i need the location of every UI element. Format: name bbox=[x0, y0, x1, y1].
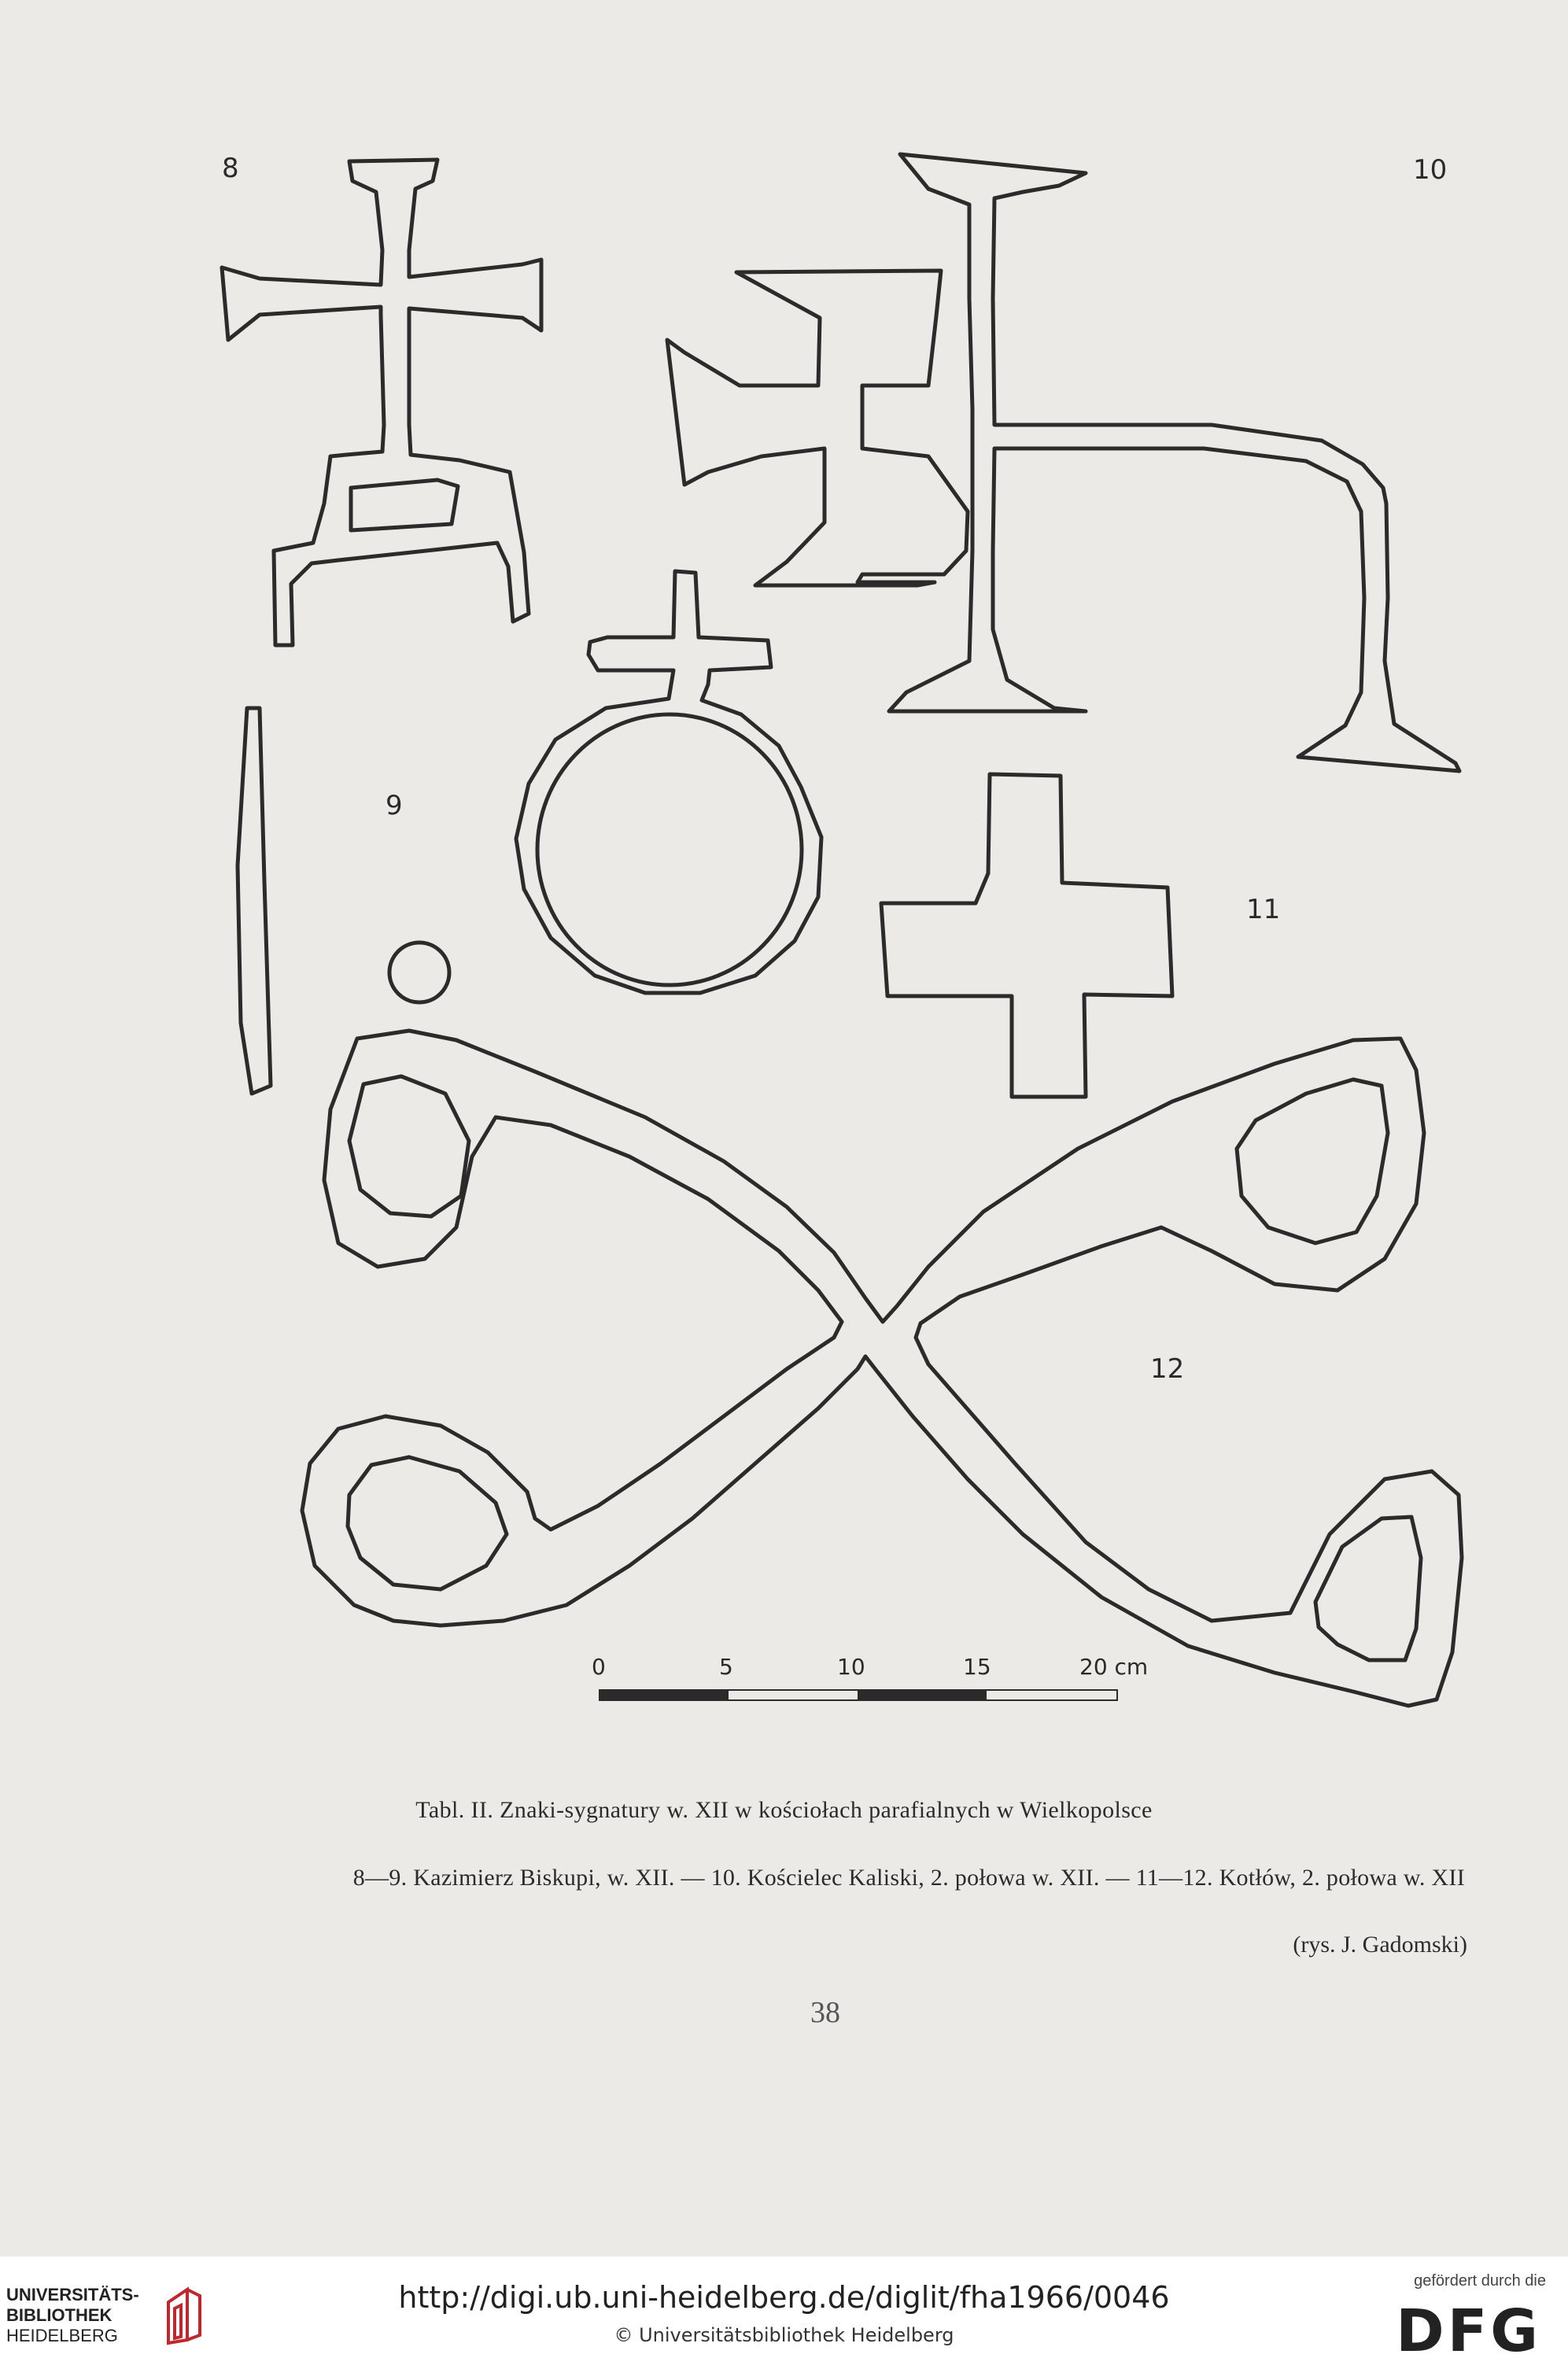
figure-8-cross-mark bbox=[222, 160, 541, 645]
scale-tick-15: 15 bbox=[963, 1654, 991, 1680]
scale-bar bbox=[600, 1690, 1117, 1700]
figure-12-loop-bottom-right bbox=[1315, 1517, 1421, 1660]
dfg-logo[interactable]: DFG bbox=[1396, 2297, 1541, 2365]
figure-11-cross bbox=[881, 774, 1172, 1097]
figure-9-ring-inner bbox=[537, 714, 802, 985]
figure-12-loop-top-left bbox=[349, 1076, 469, 1216]
copyright-notice: © Universitätsbibliothek Heidelberg bbox=[614, 2324, 954, 2346]
page-number: 38 bbox=[810, 1996, 840, 2029]
figure-12-x-loops-outer bbox=[302, 1031, 1462, 1706]
scale-tick-5: 5 bbox=[719, 1654, 733, 1680]
figure-12-loop-top-right bbox=[1237, 1079, 1388, 1243]
figure-9-dot bbox=[389, 943, 449, 1002]
scale-segment-10-15 bbox=[858, 1690, 987, 1700]
scale-tick-0: 0 bbox=[592, 1654, 606, 1680]
library-name-line2: BIBLIOTHEK bbox=[6, 2305, 113, 2325]
plate-caption-detail: 8—9. Kazimierz Biskupi, w. XII. — 10. Kościelec Kaliski, 2. połowa w. XII. — 11—12. Kotłów, 2. połowa w. XII bbox=[352, 1865, 1465, 1891]
plate-caption-title: Tabl. II. Znaki-sygnatury w. XII w kościołach parafialnych w Wielkopolsce bbox=[415, 1797, 1153, 1823]
funding-label: gefördert durch die bbox=[1414, 2272, 1546, 2290]
figure-10-anchor-cross bbox=[889, 154, 1459, 771]
figure-label-8: 8 bbox=[222, 153, 239, 184]
scale-tick-20cm: 20 cm bbox=[1079, 1654, 1149, 1680]
figure-12-loop-bottom-left bbox=[348, 1457, 507, 1589]
drawing-credit: (rys. J. Gadomski) bbox=[1293, 1932, 1467, 1958]
figure-label-12: 12 bbox=[1150, 1353, 1185, 1385]
scale-segment-0-5 bbox=[600, 1690, 729, 1700]
figure-8-stand-window bbox=[351, 480, 458, 530]
figure-10-inner-cross bbox=[667, 271, 968, 585]
figure-label-10: 10 bbox=[1413, 154, 1448, 186]
permalink-url[interactable]: http://digi.ub.uni-heidelberg.de/diglit/fha1966/0046 bbox=[398, 2280, 1170, 2315]
figure-9-bar bbox=[238, 708, 271, 1094]
scale-tick-10: 10 bbox=[837, 1654, 865, 1680]
library-name-line3: HEIDELBERG bbox=[6, 2326, 118, 2345]
figure-label-9: 9 bbox=[386, 790, 403, 821]
figure-label-11: 11 bbox=[1246, 894, 1281, 925]
library-name-line1: UNIVERSITÄTS- bbox=[6, 2285, 139, 2304]
digitization-footer bbox=[0, 2256, 1568, 2369]
